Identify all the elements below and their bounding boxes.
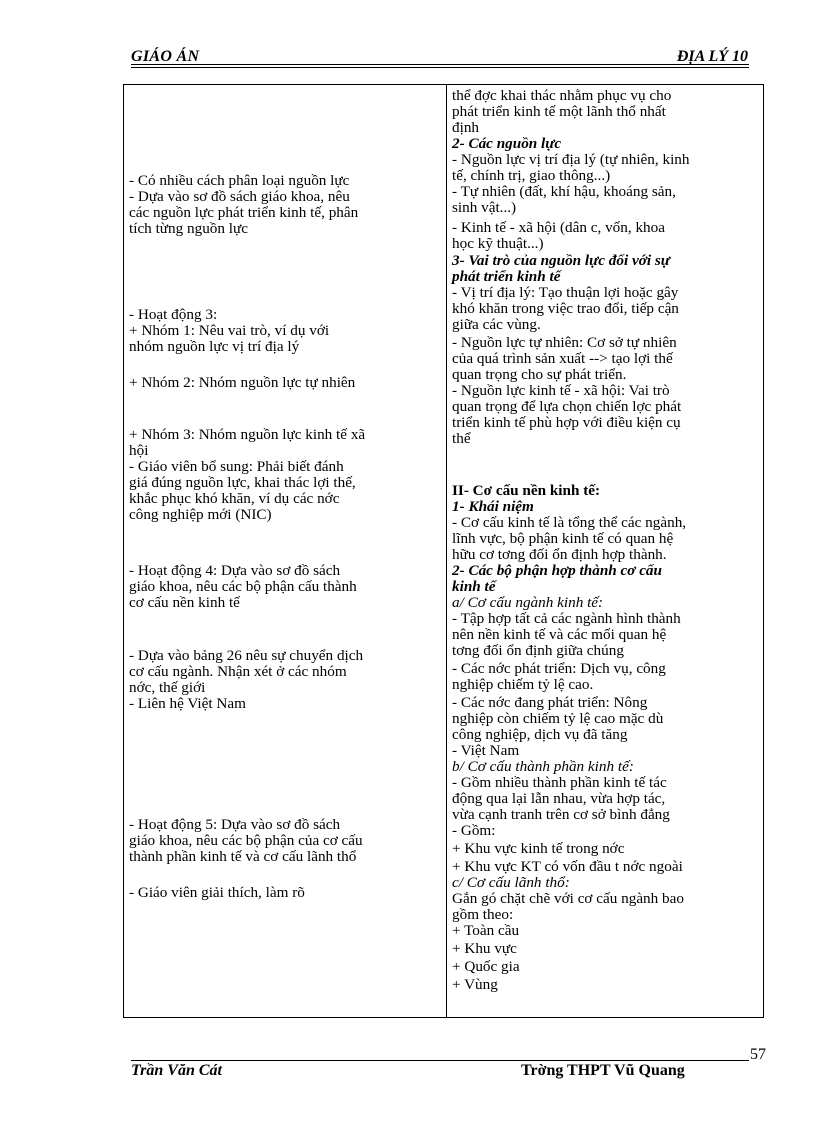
- text-line: hữu cơ tơng đối ổn định hợp thành.: [452, 546, 667, 563]
- text-line: - Vị trí địa lý: Tạo thuận lợi hoặc gây: [452, 284, 679, 301]
- text-line: - Cơ cấu kinh tế là tổng thể các ngành,: [452, 514, 687, 531]
- text-line: động qua lại lẫn nhau, vừa hợp tác,: [452, 790, 666, 807]
- text-line: - Dựa vào bảng 26 nêu sự chuyển dịch: [129, 647, 364, 664]
- text-line: II- Cơ cấu nền kinh tế:: [452, 482, 601, 499]
- text-line: - Dựa vào sơ đồ sách giáo khoa, nêu: [129, 188, 350, 205]
- text-line: + Nhóm 2: Nhóm nguồn lực tự nhiên: [129, 374, 356, 391]
- text-line: giáo khoa, nêu các bộ phận cấu thành: [129, 578, 357, 595]
- text-line: 2- Các bộ phận hợp thành cơ cấu: [452, 562, 662, 579]
- text-line: - Các nớc phát triển: Dịch vụ, công: [452, 660, 666, 677]
- text-line: - Có nhiều cách phân loại nguồn lực: [129, 172, 350, 189]
- text-line: 1- Khái niệm: [452, 498, 534, 515]
- text-line: + Toàn cầu: [452, 922, 520, 939]
- text-line: cơ cấu ngành. Nhận xét ở các nhóm: [129, 663, 347, 680]
- text-line: - Việt Nam: [452, 742, 520, 759]
- text-line: vừa cạnh tranh trên cơ sở bình đẳng: [452, 806, 670, 823]
- text-line: + Nhóm 3: Nhóm nguồn lực kinh tế xã: [129, 426, 366, 443]
- text-line: học kỹ thuật...): [452, 235, 544, 252]
- text-line: - Nguồn lực kinh tế - xã hội: Vai trò: [452, 382, 670, 399]
- text-line: khắc phục khó khăn, ví dụ các nớc: [129, 490, 340, 507]
- text-line: - Liên hệ Việt Nam: [129, 695, 246, 712]
- text-line: sinh vật...): [452, 199, 517, 216]
- footer-author: Trần Văn Cát: [131, 1062, 222, 1079]
- text-line: giá đúng nguồn lực, khai thác lợi thế,: [129, 474, 356, 491]
- content-column: [447, 85, 764, 1018]
- text-line: + Nhóm 1: Nêu vai trò, ví dụ với: [129, 322, 330, 339]
- table-row: [124, 85, 764, 1018]
- text-line: triển kinh tế phù hợp với điều kiện cụ: [452, 414, 681, 431]
- text-line: + Quốc gia: [452, 958, 520, 975]
- text-line: - Hoạt động 5: Dựa vào sơ đồ sách: [129, 816, 341, 833]
- text-line: của quá trình sản xuất --> tạo lợi thế: [452, 350, 673, 367]
- text-line: hội: [129, 442, 149, 459]
- text-line: giữa các vùng.: [452, 316, 541, 333]
- text-line: khó khăn trong việc trao đổi, tiếp cận: [452, 300, 679, 317]
- text-line: nghiệp còn chiếm tỷ lệ cao mặc dù: [452, 710, 664, 727]
- lesson-table: [123, 84, 764, 1018]
- text-line: + Khu vực kinh tế trong nớc: [452, 840, 625, 857]
- text-line: thể đợc khai thác nhằm phục vụ cho: [452, 87, 672, 104]
- text-line: lĩnh vực, bộ phận kinh tế có quan hệ: [452, 530, 674, 547]
- text-line: Gắn gó chặt chẽ với cơ cấu ngành bao: [452, 890, 684, 907]
- text-line: phát triển kinh tế: [452, 268, 561, 285]
- text-line: - Nguồn lực vị trí địa lý (tự nhiên, kinh: [452, 151, 690, 168]
- header-title-right: ĐỊA LÝ 10: [676, 48, 748, 65]
- text-line: kinh tế: [452, 578, 496, 595]
- text-line: 3- Vai trò của nguồn lực đối với sự: [452, 252, 670, 269]
- text-line: - Tập hợp tất cả các ngành hình thành: [452, 610, 681, 627]
- text-line: giáo khoa, nêu các bộ phận của cơ cấu: [129, 832, 363, 849]
- page-number: 57: [750, 1046, 766, 1063]
- text-line: định: [452, 119, 480, 136]
- activities-column: [124, 85, 447, 1018]
- text-line: - Hoạt động 3:: [129, 306, 218, 323]
- footer-rule: [131, 1060, 749, 1061]
- text-line: nên nền kinh tế và các mối quan hệ: [452, 626, 667, 643]
- text-line: b/ Cơ cấu thành phần kinh tế:: [452, 758, 634, 775]
- text-line: - Hoạt động 4: Dựa vào sơ đồ sách: [129, 562, 341, 579]
- text-line: - Giáo viên giải thích, làm rõ: [129, 884, 305, 901]
- text-line: - Nguồn lực tự nhiên: Cơ sở tự nhiên: [452, 334, 677, 351]
- text-line: tế, chính trị, giao thông...): [452, 167, 611, 184]
- text-line: phát triển kinh tế một lãnh thổ nhất: [452, 103, 666, 120]
- text-line: - Gồm nhiều thành phần kinh tế tác: [452, 774, 667, 791]
- text-line: tơng đối ổn định giữa chúng: [452, 642, 624, 659]
- text-line: - Kinh tế - xã hội (dân c, vốn, khoa: [452, 219, 665, 236]
- header-rule: [131, 64, 749, 65]
- text-line: thể: [452, 430, 471, 447]
- text-line: tích từng nguồn lực: [129, 220, 248, 237]
- header-title-left: GIÁO ÁN: [131, 48, 200, 65]
- text-line: quan trọng để lựa chọn chiến lợc phát: [452, 398, 682, 415]
- text-line: công nghiệp, dịch vụ đã tăng: [452, 726, 628, 743]
- text-line: - Giáo viên bổ sung: Phải biết đánh: [129, 458, 344, 475]
- text-line: quan trọng cho sự phát triển.: [452, 366, 627, 383]
- text-line: nghiệp chiếm tỷ lệ cao.: [452, 676, 594, 693]
- text-line: a/ Cơ cấu ngành kinh tế:: [452, 594, 604, 611]
- footer-school: Trờng THPT Vũ Quang: [521, 1062, 685, 1079]
- text-line: - Gồm:: [452, 822, 496, 839]
- text-line: nớc, thế giới: [129, 679, 206, 696]
- text-line: công nghiệp mới (NIC): [129, 506, 272, 523]
- text-line: c/ Cơ cấu lãnh thổ:: [452, 874, 570, 891]
- text-line: gồm theo:: [452, 906, 514, 923]
- text-line: - Các nớc đang phát triển: Nông: [452, 694, 648, 711]
- text-line: cơ cấu nền kinh tế: [129, 594, 240, 611]
- header-rule-thin: [131, 67, 749, 68]
- text-line: thành phần kinh tế và cơ cấu lãnh thổ: [129, 848, 357, 865]
- text-line: 2- Các nguồn lực: [452, 135, 562, 152]
- text-line: + Khu vực: [452, 940, 517, 957]
- text-line: nhóm nguồn lực vị trí địa lý: [129, 338, 300, 355]
- text-line: các nguồn lực phát triển kinh tế, phân: [129, 204, 359, 221]
- text-line: + Khu vực KT có vốn đầu t nớc ngoài: [452, 858, 683, 875]
- text-line: + Vùng: [452, 976, 498, 993]
- text-line: - Tự nhiên (đất, khí hậu, khoáng sản,: [452, 183, 676, 200]
